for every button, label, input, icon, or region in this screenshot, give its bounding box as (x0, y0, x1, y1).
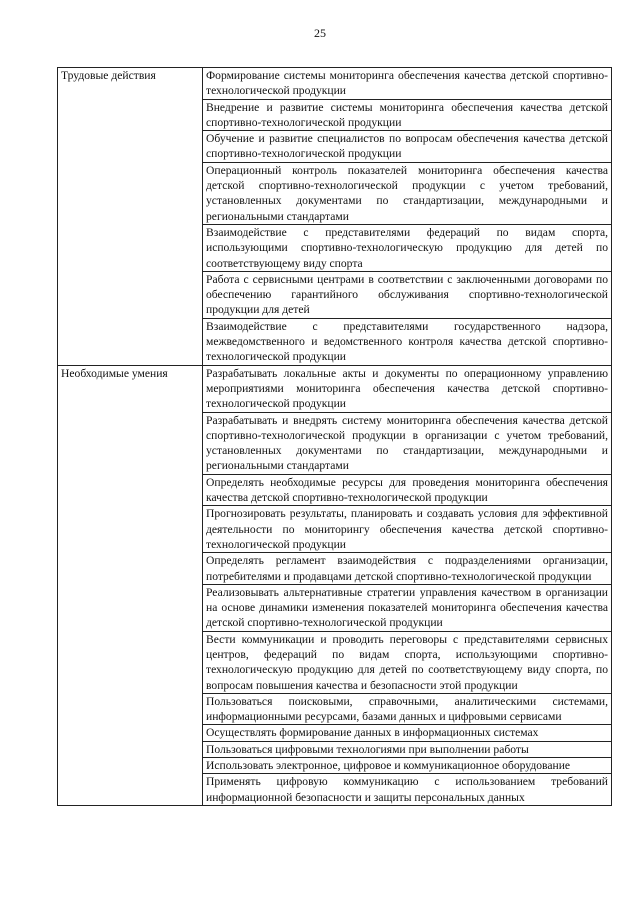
required-skill-item: Реализовывать альтернативные стратегии управления качеством в организации на основе динамики изменения показателей мониторинга обеспечения качества детской спортивно-технологической продукции (203, 584, 612, 631)
labor-actions-section (58, 68, 612, 366)
section-label-labor-actions: Трудовые действия (58, 68, 203, 366)
labor-action-item: Взаимодействие с представителями федераций по видам спорта, использующими спортивно-технологическую продукцию для детей по соответствующему виду спорта (203, 224, 612, 271)
required-skill-item: Применять цифровую коммуникацию с использованием требований информационной безопасности и защиты персональных данных (203, 774, 612, 806)
required-skill-item: Пользоваться цифровыми технологиями при выполнении работы (203, 741, 612, 757)
required-skill-item: Определять необходимые ресурсы для проведения мониторинга обеспечения качества детской спортивно-технологической продукции (203, 474, 612, 506)
table-row (58, 68, 612, 100)
required-skills-section (58, 365, 612, 805)
required-skill-item: Разрабатывать локальные акты и документы по операционному управлению мероприятиями мониторинга обеспечения качества детской спортивно-технологической продукции (203, 365, 612, 412)
required-skill-item: Разрабатывать и внедрять систему мониторинга обеспечения качества детской спортивно-технологической продукции в организации с учетом требований, установленных документами по стандартизации, международными и региональными стандартами (203, 412, 612, 474)
required-skill-item: Осуществлять формирование данных в информационных системах (203, 725, 612, 741)
required-skill-item: Использовать электронное, цифровое и коммуникационное оборудование (203, 758, 612, 774)
labor-action-item: Взаимодействие с представителями государственного надзора, межведомственного и ведомственного контроля качества детской спортивно-технологической продукции (203, 318, 612, 365)
section-label-required-skills: Необходимые умения (58, 365, 203, 805)
table-row (58, 365, 612, 412)
required-skill-item: Определять регламент взаимодействия с подразделениями организации, потребителями и продавцами детской спортивно-технологической продукции (203, 553, 612, 585)
page-number: 25 (314, 26, 326, 40)
labor-action-item: Обучение и развитие специалистов по вопросам обеспечения качества детской спортивно-технологической продукции (203, 131, 612, 163)
required-skill-item: Вести коммуникации и проводить переговоры с представителями сервисных центров, федераций по видам спорта, использующими спортивно-технологическую продукцию для детей по соответствующему виду спорта, по вопросам повышения качества и безопасности этой продукции (203, 631, 612, 693)
labor-action-item: Формирование системы мониторинга обеспечения качества детской спортивно-технологической продукции (203, 68, 612, 100)
required-skill-item: Пользоваться поисковыми, справочными, аналитическими системами, информационными ресурсами, базами данных и цифровыми сервисами (203, 693, 612, 725)
labor-action-item: Внедрение и развитие системы мониторинга обеспечения качества детской спортивно-технологической продукции (203, 99, 612, 131)
labor-action-item: Работа с сервисными центрами в соответствии с заключенными договорами по обеспечению гарантийного обслуживания спортивно-технологической продукции для детей (203, 271, 612, 318)
labor-action-item: Операционный контроль показателей мониторинга обеспечения качества детской спортивно-технологической продукции с учетом требований, установленных документами по стандартизации, международными и региональными стандартами (203, 162, 612, 224)
required-skill-item: Прогнозировать результаты, планировать и создавать условия для эффективной деятельности по мониторингу обеспечения качества детской спортивно-технологической продукции (203, 506, 612, 553)
qualification-table (57, 67, 612, 806)
